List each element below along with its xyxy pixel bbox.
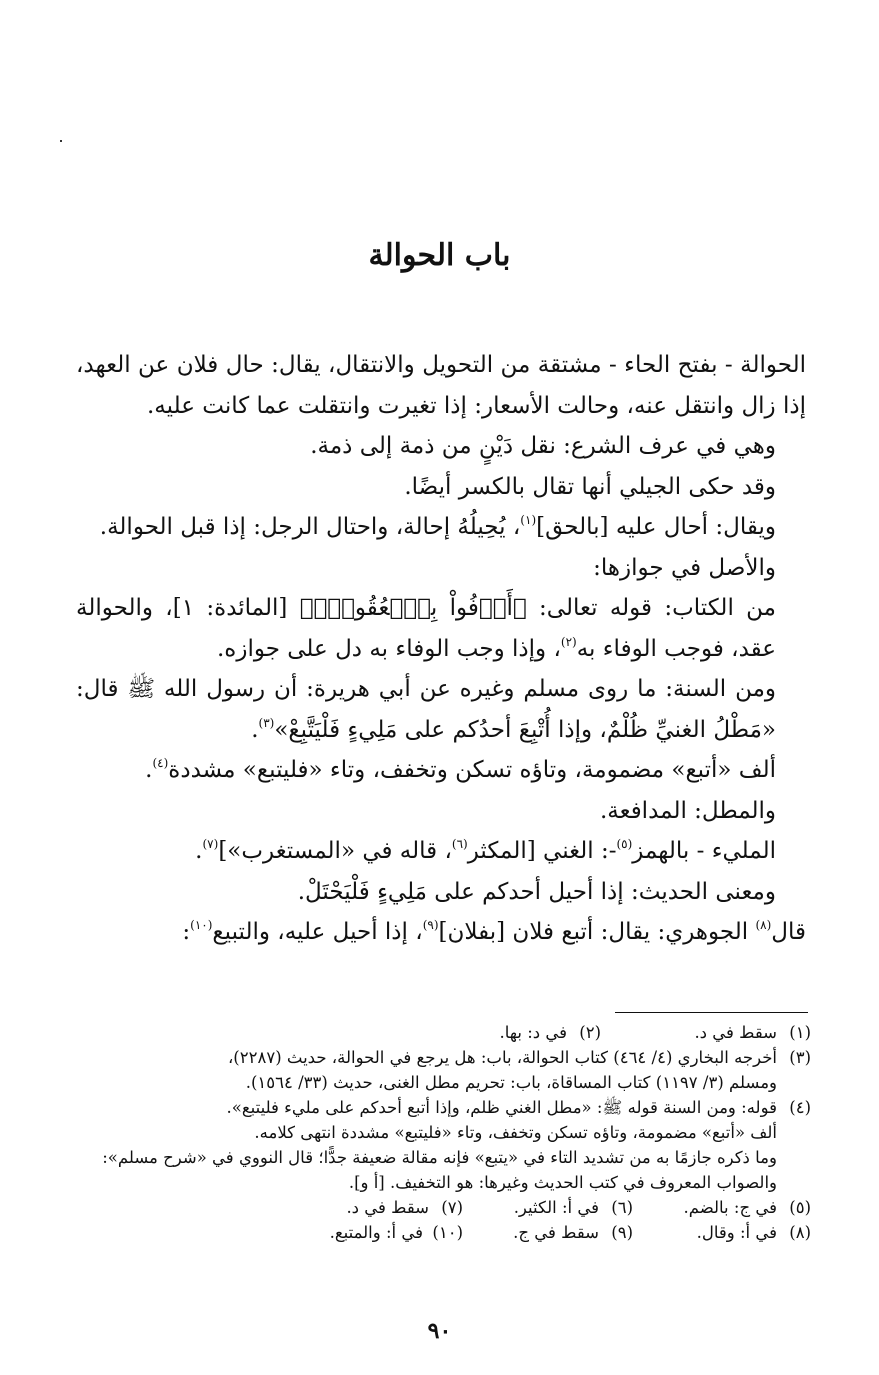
page-number: ٩٠ [427,1318,452,1344]
text: والمطل: المدافعة. [599,797,776,824]
footnote-number: (٢) [579,1023,601,1042]
text: ومن السنة: ما روى مسلم وغيره عن أبي هريرة: أن رسول الله ﷺ قال: «مَطْلُ الغنيِّ ظُلْمٌ، وإذا أُتْبِعَ أحدُكم على مَلِيءٍ فَلْيَتَّبِعْ» [76,676,776,743]
paragraph [76,507,806,548]
footnote-continuation: والصواب المعروف في كتب الحديث وغيرها: هو التخفيف. [أ و]. [348,1173,777,1192]
footnote-number: (٦) [611,1198,633,1217]
main-text [76,345,806,953]
footnote-ref[interactable]: (٣) [258,715,275,730]
text: ويقال: أحال عليه [بالحق] [536,514,776,540]
speck-mark [60,140,62,142]
paragraph [76,426,806,467]
footnote-number: (٣) [789,1048,811,1067]
footnote [499,1020,601,1045]
footnote-continuation: ومسلم (٣/ ١١٩٧) كتاب المساقاة، باب: تحريم مطل الغنى، حديث (٣٣/ ١٥٦٤). [245,1073,777,1092]
footnote-number: (٨) [789,1223,811,1242]
footnote [463,1195,633,1220]
paragraph [76,548,806,589]
footnote-ref[interactable]: (٥) [616,837,633,851]
text: . [145,757,153,783]
footnote-text: في أ: الكثير. [513,1198,599,1217]
footnote [633,1220,811,1245]
paragraph [76,588,806,669]
footnote-number: (١٠) [432,1223,463,1242]
footnote-continuation: ألف «أتبع» مضمومة، وتاؤه تسكن وتخفف، وتاء «فليتبع» مشددة انتهى كلامه. [254,1123,777,1142]
footnote-number: (٥) [789,1198,811,1217]
footnote-text: في أ: وقال. [696,1223,777,1242]
text: ، إذا أحيل عليه، والتبيع [212,919,423,945]
paragraph [76,791,806,832]
text: المليء - بالهمز [632,838,776,864]
footnote [463,1220,633,1245]
text: وقد حكى الجيلي أنها تقال بالكسر أيضًا. [404,473,776,500]
text: الجوهري: يقال: أتبع فلان [بفلان] [438,919,756,945]
footnote-number: (٤) [789,1098,811,1117]
footnote [76,1095,811,1120]
footnote [633,1195,811,1220]
footnote-text: في ج: بالضم. [683,1198,777,1217]
paragraph [76,467,806,508]
text: ، يُحِيلُهُ إحالة، واحتال الرجل: إذا قبل الحوالة. [99,514,521,540]
chapter-title: باب الحوالة [368,238,511,273]
footnote-continuation: وما ذكره جازمًا به من تشديد التاء في «يتبع» فإنه مقالة ضعيفة جدًّا؛ قال النووي في «شرح مسلم»: [102,1148,777,1167]
footnote [346,1195,463,1220]
text: -: الغني [المكثر [467,838,617,864]
footnote-ref[interactable]: (٧) [202,837,219,851]
footnote-ref[interactable]: (٤) [152,756,169,770]
text: ، وإذا وجب الوفاء به دل على جوازه. [216,635,561,662]
paragraph [76,750,806,791]
text: . [195,838,203,864]
footnote-ref[interactable]: (١٠) [190,918,213,932]
text: : [182,919,191,945]
footnote-row [76,1220,811,1245]
footnote-ref[interactable]: (٦) [451,837,468,851]
text: ومعنى الحديث: إذا أحيل أحدكم على مَلِيءٍ فَلْيَحْتَلْ. [297,878,776,905]
paragraph [76,831,806,872]
text: الحوالة - بفتح الحاء - مشتقة من التحويل والانتقال، يقال: حال فلان عن العهد، إذا زال وانتقل عنه، وحالت الأسعار: إذا تغيرت وانتقلت عما كانت عليه. [76,352,806,419]
footnote [76,1045,811,1070]
footnotes [76,1020,811,1245]
footnote-ref[interactable]: (٩) [422,918,439,932]
footnote-ref[interactable]: (٢) [560,634,577,649]
footnote-number: (١) [789,1023,811,1042]
text: قال [771,919,806,945]
text: وهي في عرف الشرع: نقل دَيْنٍ من ذمة إلى ذمة. [310,433,776,459]
text: والأصل في جوازها: [593,554,776,581]
footnote [601,1020,811,1045]
footnote-text: قوله: ومن السنة قوله ﷺ: «مطل الغني ظلم، وإذا أتبع أحدكم على مليء فليتبع». [226,1098,777,1117]
paragraph [76,345,806,426]
footnote-row [76,1195,811,1220]
footnote-ref[interactable]: (٨) [755,918,772,932]
text: من الكتاب: قوله تعالى: ﴿أَوۡفُواْ بِٱلۡعُقُودِۚ﴾ [المائدة: ١]، والحوالة عقد، فوجب الوفاء به [76,595,776,662]
text: ، قاله في «المستغرب»] [218,838,452,864]
footnote [330,1220,463,1245]
footnote-number: (٧) [441,1198,463,1217]
footnote-text: في د: بها. [499,1023,567,1042]
footnote-row [76,1020,811,1045]
footnote-text: في أ: والمتبع. [329,1223,423,1242]
footnote-text: سقط في د. [346,1198,429,1217]
footnote-text: سقط في د. [694,1023,777,1042]
paragraph [76,912,806,953]
paragraph [76,669,806,750]
paragraph [76,872,806,913]
footnote-text: أخرجه البخاري (٤/ ٤٦٤) كتاب الحوالة، باب: هل يرجع في الحوالة، حديث (٢٢٨٧)، [227,1048,777,1067]
footnote-number: (٩) [611,1223,633,1242]
footnote-text: سقط في ج. [513,1223,599,1242]
text: ألف «أتبع» مضمومة، وتاؤه تسكن وتخفف، وتاء «فليتبع» مشددة [168,757,776,783]
footnote-ref[interactable]: (١) [520,513,537,527]
text: . [251,716,259,743]
footnote-separator [615,1012,808,1013]
